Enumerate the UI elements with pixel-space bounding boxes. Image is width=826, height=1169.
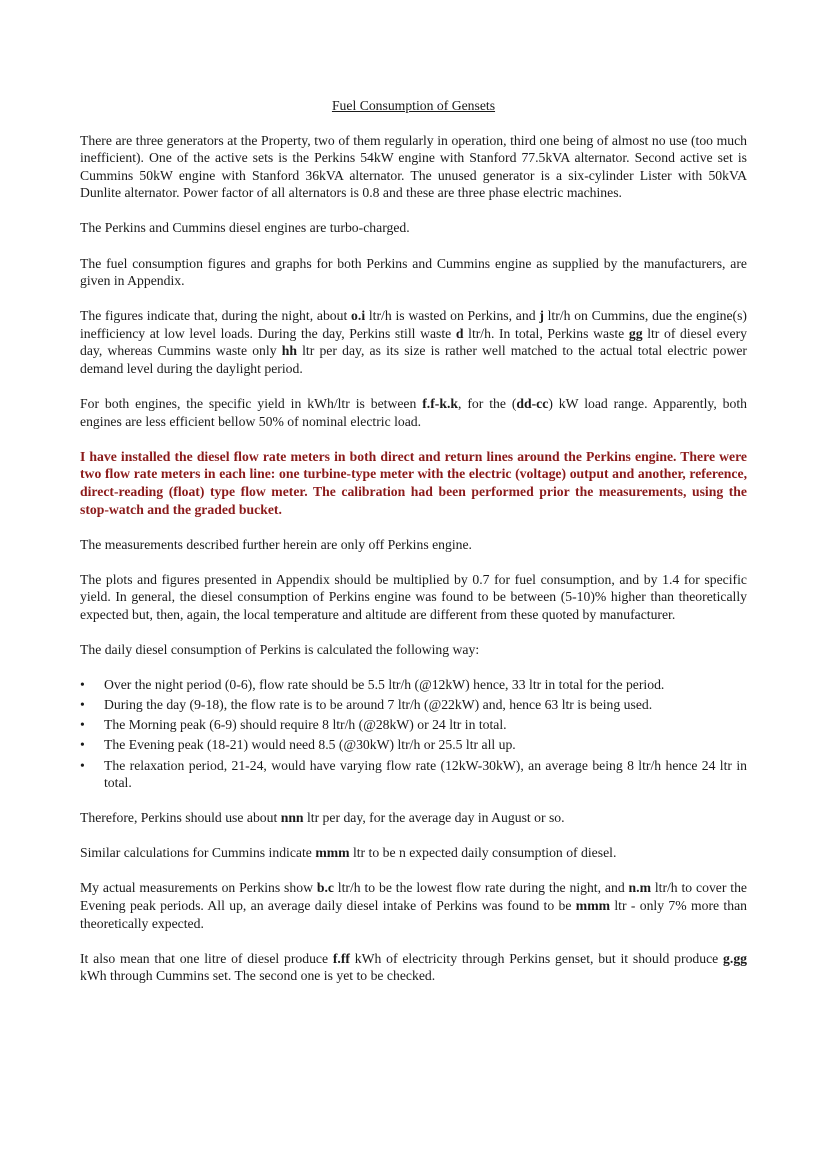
placeholder-value: dd-cc <box>516 396 549 412</box>
list-item: • During the day (9-18), the flow rate is to be around 7 ltr/h (@22kW) and, hence 63 ltr is being used. <box>80 697 653 713</box>
placeholder-value: nnn <box>280 810 304 826</box>
placeholder-value: mmm <box>575 898 611 913</box>
placeholder-value: f.f-k.k <box>422 396 458 412</box>
paragraph-appendix-reference: The fuel consumption figures and graphs for both Perkins and Cummins engine as supplied by the manufacturers, are given in Appendix. <box>80 255 747 289</box>
paragraph-specific-yield: For both engines, the specific yield in kWh/ltr is between f.f-k.k, for the (dd-cc) kW load range. Apparently, both engines are less efficient bellow 50% of nominal electric load. <box>80 396 747 429</box>
paragraph-flow-meters-highlight: I have installed the diesel flow rate meters in both direct and return lines around the Perkins engine. There were two flow rate meters in each line: one turbine-type meter with the electric (voltage) output and another, reference, direct-reading (float) type flow meter. The calibration had been performed prior the measurements, using the stop-watch and the graded bucket. <box>80 448 747 517</box>
document-body <box>80 97 747 1002</box>
bullet-icon: • <box>80 697 85 713</box>
list-item: • The relaxation period, 21-24, would have varying flow rate (12kW-30kW), an average being 8 ltr/h hence 24 ltr in total. <box>80 757 747 791</box>
placeholder-value: f.ff <box>332 950 350 966</box>
bullet-icon: • <box>80 677 85 693</box>
bullet-icon: • <box>80 717 85 733</box>
document-title: Fuel Consumption of Gensets <box>331 98 496 113</box>
placeholder-value: n.m <box>628 880 651 896</box>
placeholder-value: gg <box>628 325 643 341</box>
list-item: • Over the night period (0-6), flow rate should be 5.5 ltr/h (@12kW) hence, 33 ltr in total for the period. <box>80 677 665 693</box>
paragraph-appendix-multipliers: The plots and figures presented in Appendix should be multiplied by 0.7 for fuel consumption, and by 1.4 for specific yield. In general, the diesel consumption of Perkins engine was found to be between (5-10)% higher than theoretically expected but, then, again, the local temperature and altitude are different from these quoted by manufacturer. <box>80 571 747 622</box>
paragraph-perkins-daily-total: Therefore, Perkins should use about nnn ltr per day, for the average day in August or so. <box>80 810 565 826</box>
placeholder-value: o.i <box>351 308 366 324</box>
paragraph-daily-consumption-intro: The daily diesel consumption of Perkins is calculated the following way: <box>80 642 480 658</box>
list-item: • The Morning peak (6-9) should require 8 ltr/h (@28kW) or 24 ltr in total. <box>80 717 507 733</box>
bullet-icon: • <box>80 757 85 773</box>
list-item: • The Evening peak (18-21) would need 8.5 (@30kW) ltr/h or 25.5 ltr all up. <box>80 737 516 753</box>
paragraph-yield-conclusion: It also mean that one litre of diesel produce f.ff kWh of electricity through Perkins genset, but it should produce g.gg kWh through Cummins set. The second one is yet to be checked. <box>80 950 747 984</box>
paragraph-night-waste: The figures indicate that, during the night, about o.i ltr/h is wasted on Perkins, and j ltr/h on Cummins, due the engine(s) inefficiency at low level loads. During the day, Perkins still waste d ltr/h. In total, Perkins waste gg ltr of diesel every day, whereas Cummins waste only hh ltr per day, as its size is rather well matched to the actual total electric power demand level during the daylight period. <box>80 308 747 377</box>
placeholder-value: g.gg <box>723 950 747 966</box>
placeholder-value: b.c <box>316 880 334 896</box>
bullet-icon: • <box>80 737 85 753</box>
paragraph-turbo-charged: The Perkins and Cummins diesel engines are turbo-charged. <box>80 220 410 236</box>
placeholder-value: j <box>539 308 544 324</box>
paragraph-perkins-only: The measurements described further herein are only off Perkins engine. <box>80 536 472 552</box>
placeholder-value: hh <box>281 343 297 359</box>
paragraph-generators-overview: There are three generators at the Property, two of them regularly in operation, third one being of almost no use (too much inefficient). One of the active sets is the Perkins 54kW engine with Stanford 77.5kVA alternator. Second active set is Cummins 50kW engine with Stanford 36kVA alternator. The unused generator is a six-cylinder Lister with 50kVA Dunlite alternator. Power factor of all alternators is 0.8 and these are three phase electric machines. <box>80 132 747 201</box>
placeholder-value: d <box>455 325 464 341</box>
placeholder-value: mmm <box>315 845 350 861</box>
paragraph-cummins-estimate: Similar calculations for Cummins indicate mmm ltr to be n expected daily consumption of diesel. <box>80 845 617 861</box>
consumption-periods-list <box>80 676 747 792</box>
paragraph-actual-measurements: My actual measurements on Perkins show b.c ltr/h to be the lowest flow rate during the night, and n.m ltr/h to cover the Evening peak periods. All up, an average daily diesel intake of Perkins was found to be mmm ltr - only 7% more than theoretically expected. <box>80 880 748 931</box>
